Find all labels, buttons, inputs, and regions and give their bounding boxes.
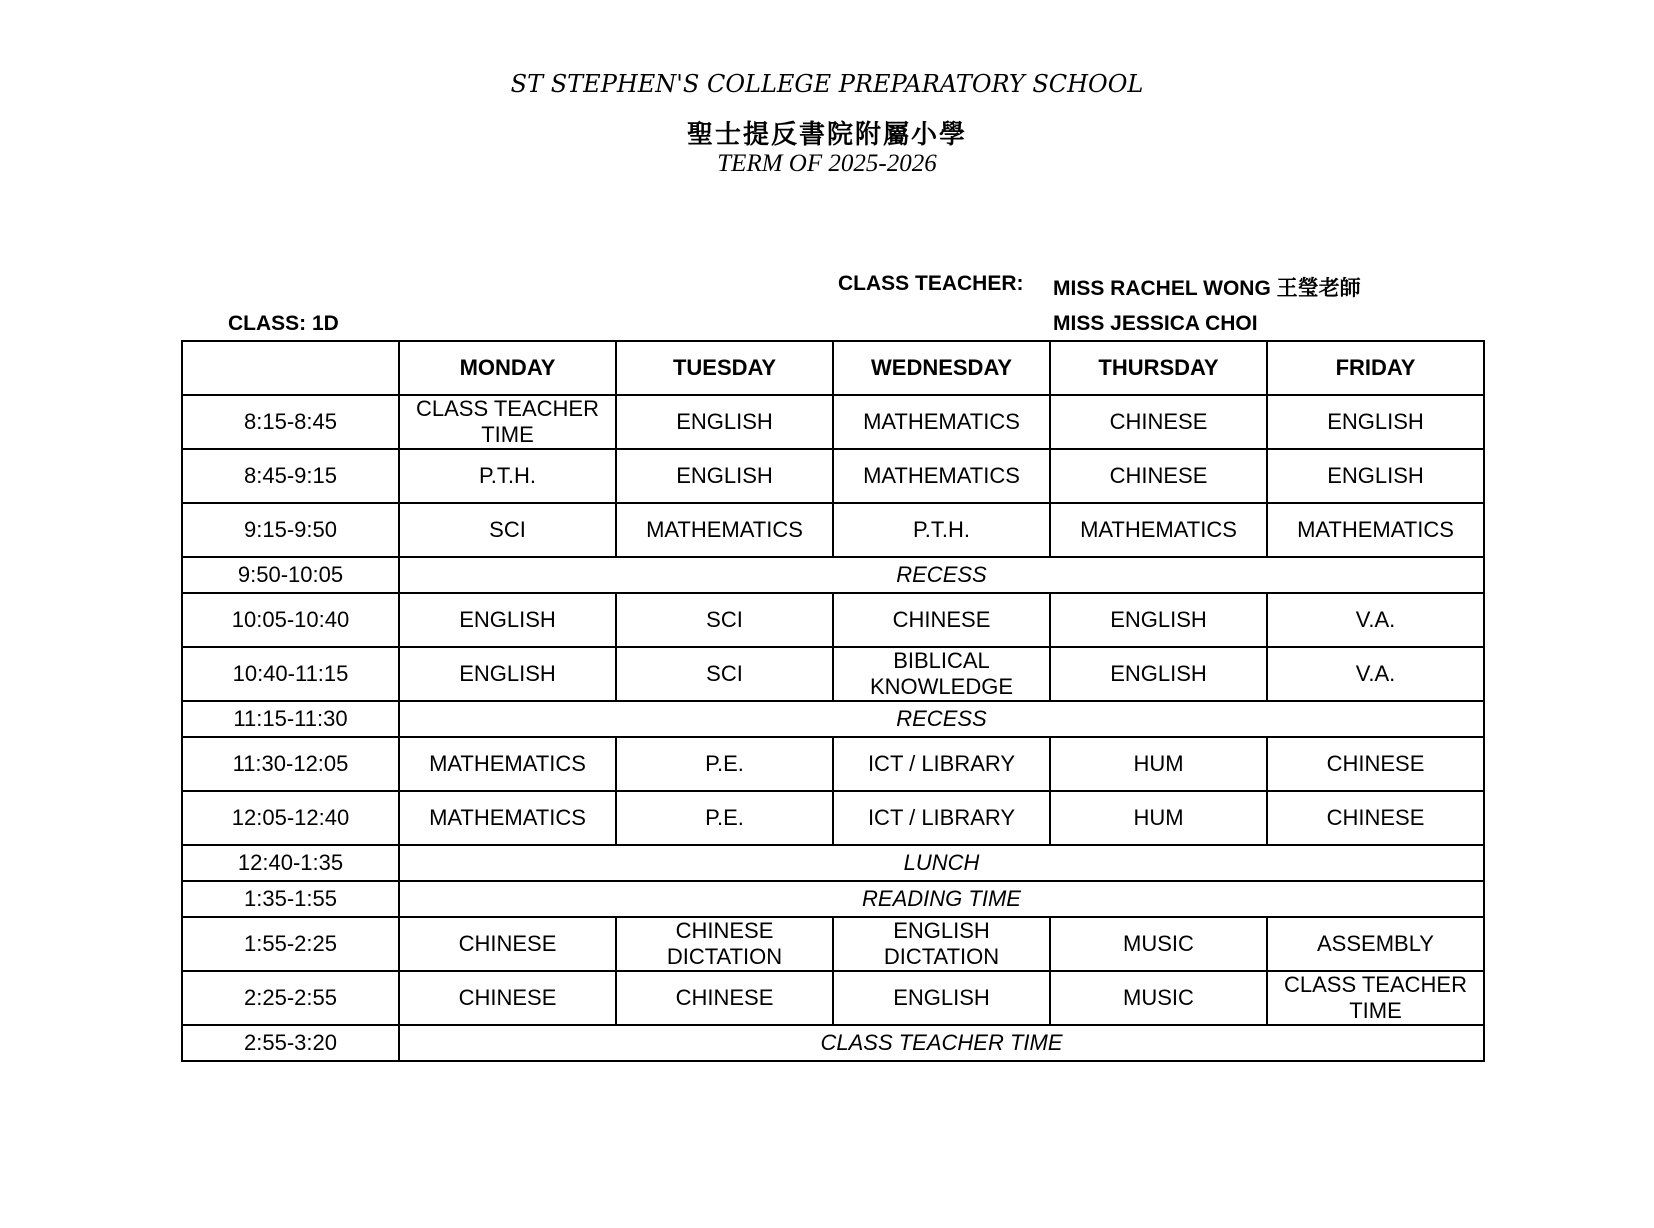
time-slot-cell: 2:55-3:20	[182, 1025, 399, 1061]
subject-cell: BIBLICAL KNOWLEDGE	[833, 647, 1050, 701]
subject-cell: ENGLISH	[1267, 449, 1484, 503]
period-row	[182, 737, 1484, 791]
class-teacher-name-2: MISS JESSICA CHOI	[1053, 312, 1258, 335]
timetable-header-row	[182, 341, 1484, 395]
subject-cell: V.A.	[1267, 647, 1484, 701]
corner-cell	[182, 341, 399, 395]
subject-cell: ICT / LIBRARY	[833, 737, 1050, 791]
break-cell: RECESS	[399, 701, 1484, 737]
period-row	[182, 791, 1484, 845]
subject-cell: ENGLISH	[833, 971, 1050, 1025]
subject-cell: MATHEMATICS	[616, 503, 833, 557]
time-slot-cell: 9:15-9:50	[182, 503, 399, 557]
subject-cell: CHINESE	[833, 593, 1050, 647]
subject-cell: SCI	[616, 647, 833, 701]
subject-cell: MUSIC	[1050, 971, 1267, 1025]
break-row	[182, 557, 1484, 593]
time-slot-cell: 11:15-11:30	[182, 701, 399, 737]
subject-cell: CHINESE	[616, 971, 833, 1025]
subject-cell: ENGLISH	[399, 593, 616, 647]
time-slot-cell: 1:35-1:55	[182, 881, 399, 917]
period-row	[182, 449, 1484, 503]
subject-cell: MATHEMATICS	[833, 395, 1050, 449]
subject-cell: CHINESE	[399, 917, 616, 971]
subject-cell: ENGLISH	[616, 395, 833, 449]
subject-cell: V.A.	[1267, 593, 1484, 647]
subject-cell: MATHEMATICS	[833, 449, 1050, 503]
subject-cell: MATHEMATICS	[1267, 503, 1484, 557]
class-teacher-label: CLASS TEACHER:	[838, 272, 1024, 295]
subject-cell: P.T.H.	[399, 449, 616, 503]
period-row	[182, 395, 1484, 449]
time-slot-cell: 2:25-2:55	[182, 971, 399, 1025]
class-label: CLASS: 1D	[228, 312, 339, 335]
subject-cell: ENGLISH DICTATION	[833, 917, 1050, 971]
subject-cell: P.E.	[616, 737, 833, 791]
time-slot-cell: 8:45-9:15	[182, 449, 399, 503]
term-title: TERM OF 2025-2026	[717, 150, 937, 177]
class-teacher-name-1: MISS RACHEL WONG 王瑩老師	[1053, 277, 1361, 300]
subject-cell: CHINESE	[399, 971, 616, 1025]
subject-cell: MATHEMATICS	[1050, 503, 1267, 557]
subject-cell: ENGLISH	[399, 647, 616, 701]
day-header-monday: MONDAY	[399, 341, 616, 395]
subject-cell: P.E.	[616, 791, 833, 845]
subject-cell: HUM	[1050, 737, 1267, 791]
time-slot-cell: 12:05-12:40	[182, 791, 399, 845]
period-row	[182, 971, 1484, 1025]
subject-cell: ENGLISH	[1267, 395, 1484, 449]
period-row	[182, 503, 1484, 557]
subject-cell: ASSEMBLY	[1267, 917, 1484, 971]
time-slot-cell: 10:05-10:40	[182, 593, 399, 647]
subject-cell: MUSIC	[1050, 917, 1267, 971]
break-row	[182, 881, 1484, 917]
time-slot-cell: 12:40-1:35	[182, 845, 399, 881]
time-slot-cell: 8:15-8:45	[182, 395, 399, 449]
subject-cell: MATHEMATICS	[399, 791, 616, 845]
time-slot-cell: 9:50-10:05	[182, 557, 399, 593]
time-slot-cell: 10:40-11:15	[182, 647, 399, 701]
subject-cell: CLASS TEACHER TIME	[1267, 971, 1484, 1025]
timetable	[181, 340, 1485, 1062]
break-cell: READING TIME	[399, 881, 1484, 917]
day-header-tuesday: TUESDAY	[616, 341, 833, 395]
break-row	[182, 1025, 1484, 1061]
subject-cell: ENGLISH	[616, 449, 833, 503]
subject-cell: CLASS TEACHER TIME	[399, 395, 616, 449]
subject-cell: ENGLISH	[1050, 647, 1267, 701]
subject-cell: P.T.H.	[833, 503, 1050, 557]
day-header-wednesday: WEDNESDAY	[833, 341, 1050, 395]
period-row	[182, 647, 1484, 701]
subject-cell: SCI	[399, 503, 616, 557]
time-slot-cell: 11:30-12:05	[182, 737, 399, 791]
subject-cell: HUM	[1050, 791, 1267, 845]
break-cell: RECESS	[399, 557, 1484, 593]
school-name-zh: 聖士提反書院附屬小學	[686, 120, 967, 150]
day-header-thursday: THURSDAY	[1050, 341, 1267, 395]
subject-cell: MATHEMATICS	[399, 737, 616, 791]
subject-cell: ICT / LIBRARY	[833, 791, 1050, 845]
subject-cell: CHINESE	[1050, 395, 1267, 449]
break-row	[182, 701, 1484, 737]
subject-cell: CHINESE DICTATION	[616, 917, 833, 971]
break-cell: LUNCH	[399, 845, 1484, 881]
subject-cell: CHINESE	[1050, 449, 1267, 503]
school-name-en: ST STEPHEN'S COLLEGE PREPARATORY SCHOOL	[510, 70, 1144, 98]
day-header-friday: FRIDAY	[1267, 341, 1484, 395]
subject-cell: SCI	[616, 593, 833, 647]
subject-cell: ENGLISH	[1050, 593, 1267, 647]
subject-cell: CHINESE	[1267, 791, 1484, 845]
break-row	[182, 845, 1484, 881]
subject-cell: CHINESE	[1267, 737, 1484, 791]
time-slot-cell: 1:55-2:25	[182, 917, 399, 971]
break-cell: CLASS TEACHER TIME	[399, 1025, 1484, 1061]
period-row	[182, 917, 1484, 971]
period-row	[182, 593, 1484, 647]
